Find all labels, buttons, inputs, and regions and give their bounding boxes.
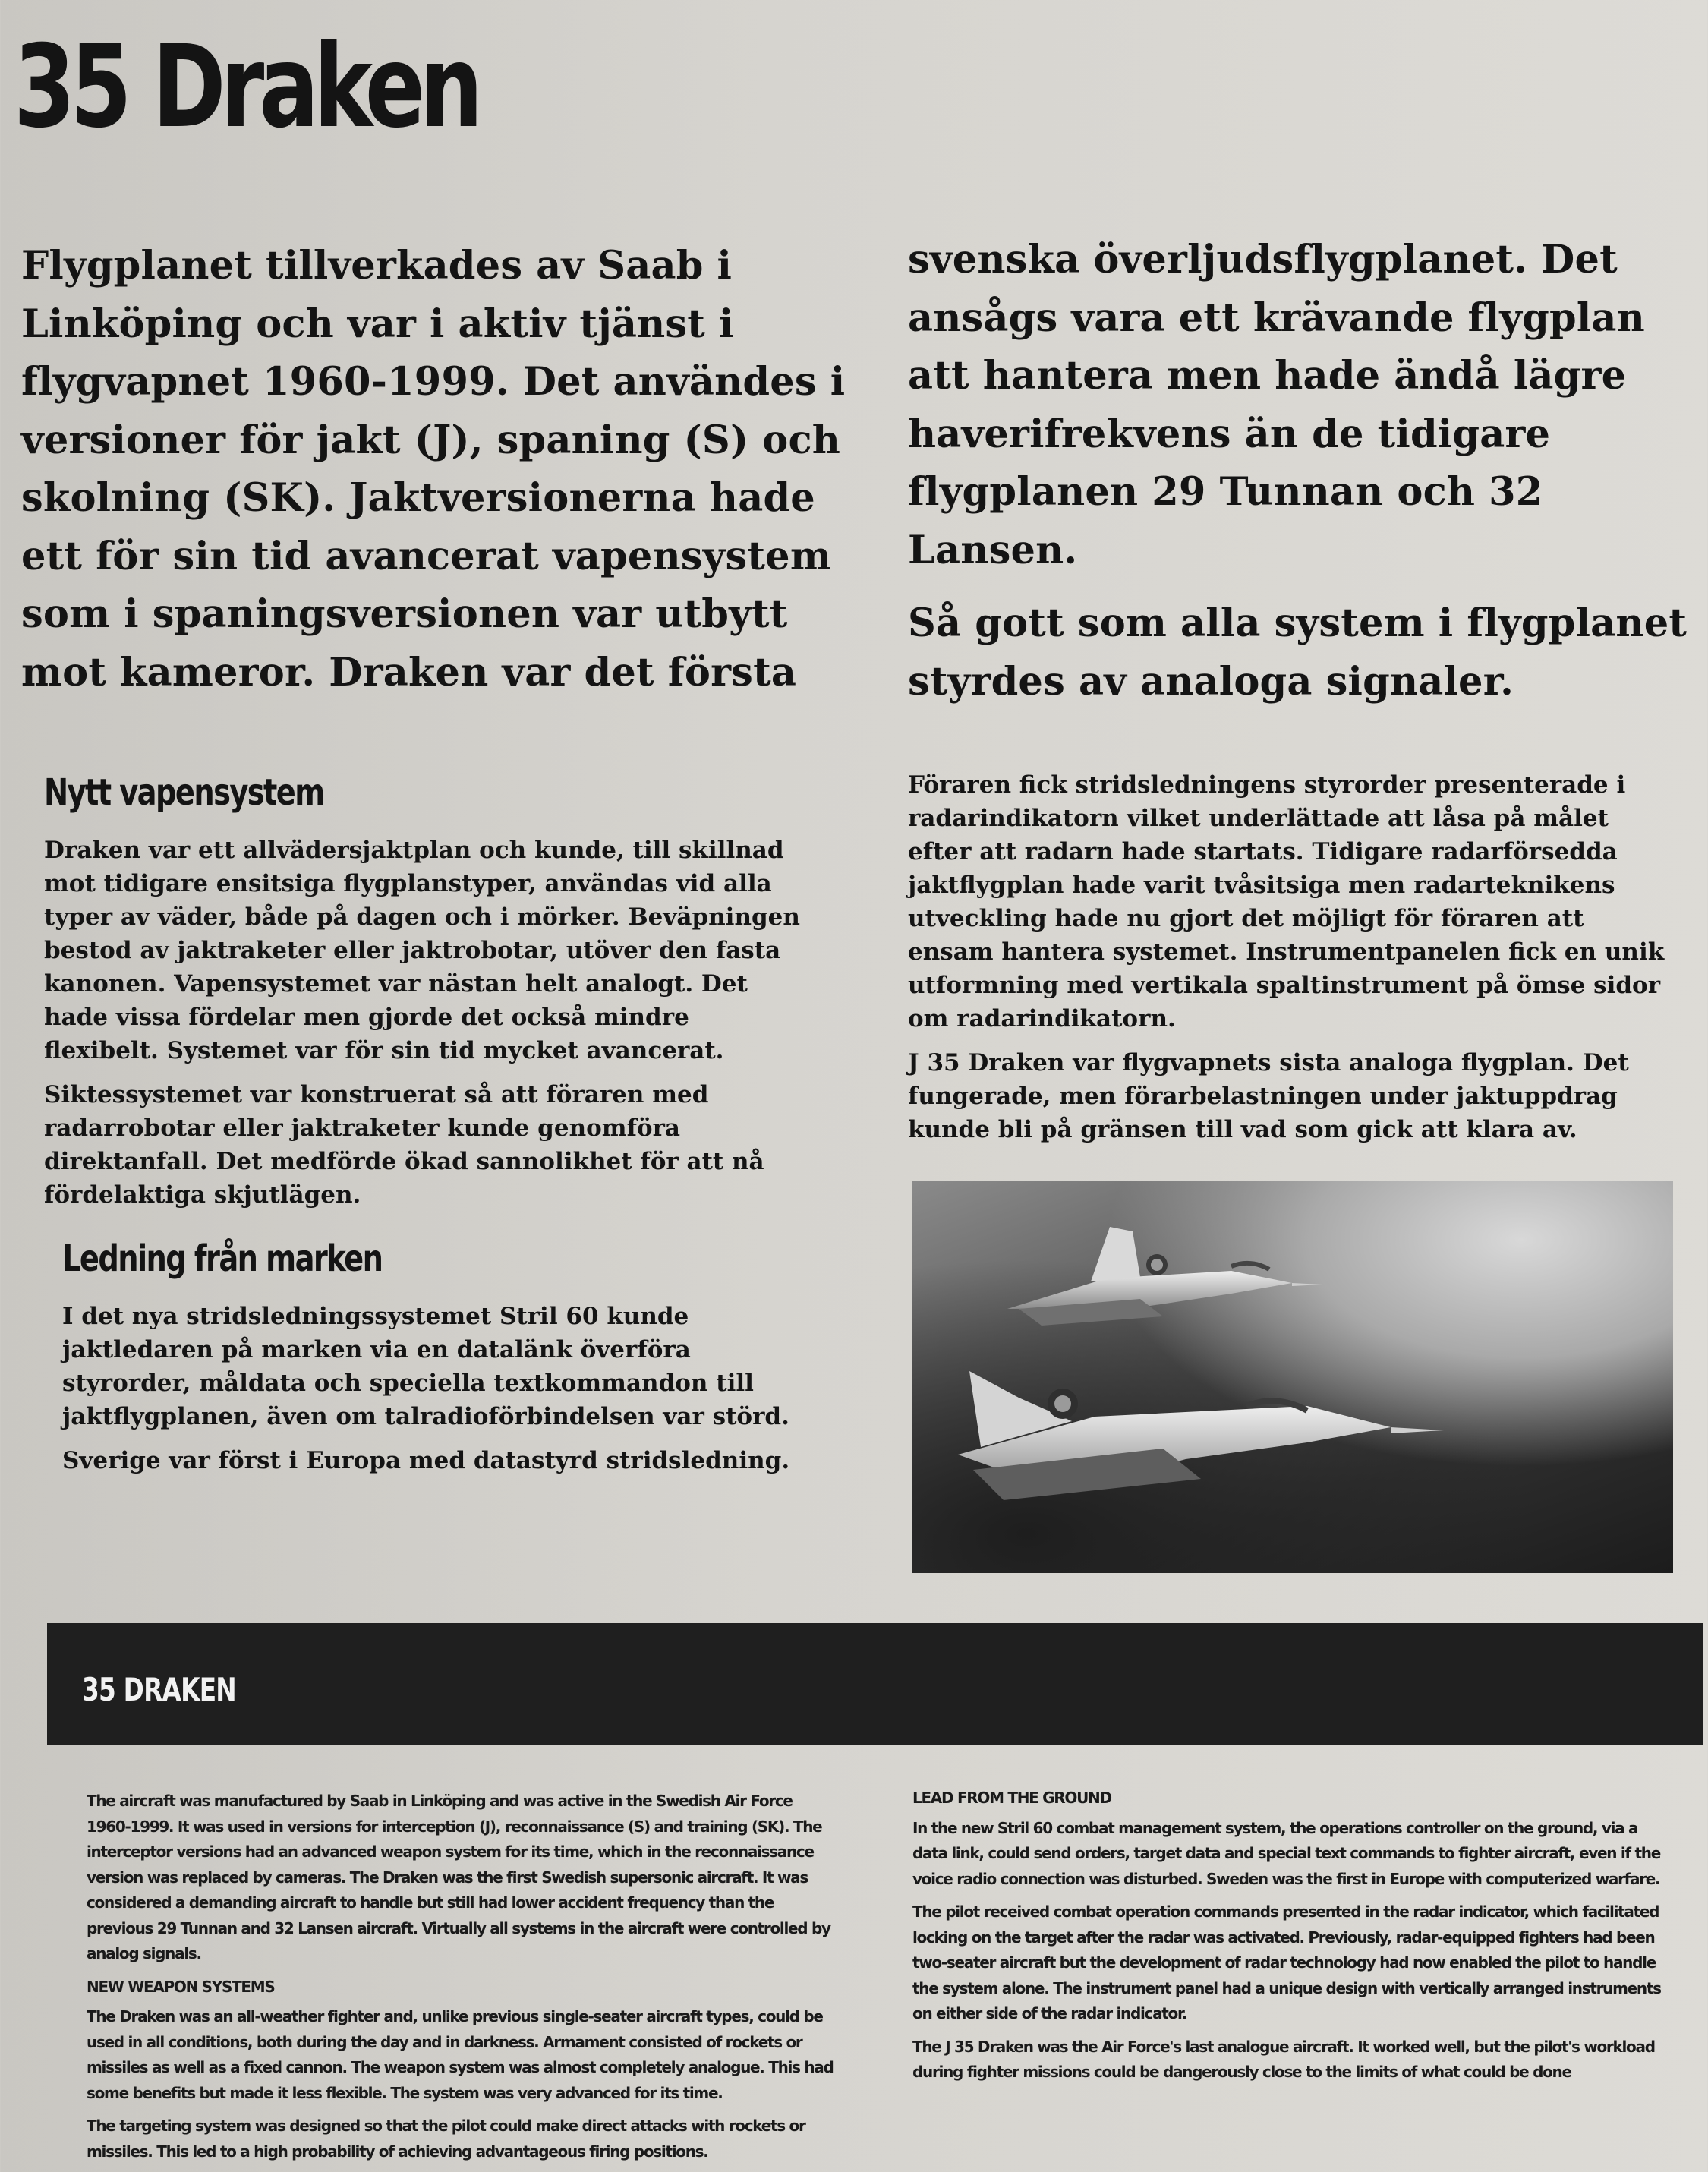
section-heading: Nytt vapensystem <box>44 771 324 814</box>
paragraph: Sverige var först i Europa med datastyrd stridsledning. <box>62 1447 790 1474</box>
paragraph: In the new Stril 60 combat management system, the operations controller on the ground, via a data link, could send orders, target data and special text commands to fighter aircraft, even if the voice radio connection was disturbed. Sweden was the first in Europe with computerized warfare. <box>912 1818 1660 1888</box>
paragraph: Siktessystemet var konstruerat så att föraren med radarrobotar eller jaktraketer kunde genomföra direktanfall. Det medförde ökad sannolikhet för att nå fördelaktiga skjutlägen. <box>44 1081 764 1209</box>
draken-aircraft-illustration <box>912 1181 1673 1573</box>
aircraft-photo <box>912 1181 1673 1573</box>
lead-paragraph-right-2: Så gott som alla system i flygplanet styrdes av analoga signaler. <box>908 601 1688 705</box>
paragraph: The aircraft was manufactured by Saab in Linköping and was active in the Swedish Air Force 1960-1999. It was used in versions for interception (J), reconnaissance (S) and training (SK). The interceptor versions had an advanced weapon system for its time, which in the reconnaissance version was replaced by cameras. The Draken was the first Swedish supersonic aircraft. It was considered a demanding aircraft to handle but still had lower accident frequency than the previous 29 Tunnan and 32 Lansen aircraft. Virtually all systems in the aircraft were controlled by analog signals. <box>87 1792 830 1962</box>
section-weapon-system <box>44 771 803 1222</box>
lead-paragraph-left: Flygplanet tillverkades av Saab i Linköping och var i aktiv tjänst i flygvapnet 1960-1999. Det användes i versioner för jakt (J), spaning (S) och skolning (SK). Jaktversionerna hade ett för sin tid avancerat vapensystem som i spaningsversionen var utbytt mot kameror. Draken var det första <box>21 243 846 695</box>
english-text-right <box>912 1786 1672 2093</box>
paragraph: I det nya stridsledningssystemet Stril 60 kunde jaktledaren på marken via en datalänk överföra styrorder, måldata och speciella textkommandon till jaktflygplanen, även om talradioförbindelsen var störd. <box>62 1303 789 1430</box>
subheading: LEAD FROM THE GROUND <box>912 1789 1111 1807</box>
section-body <box>62 1300 806 1477</box>
paragraph: The Draken was an all-weather fighter and, unlike previous single-seater aircraft types, could be used in all conditions, both during the day and in darkness. Armament consisted of rockets or missiles as well as a fixed cannon. The weapon system was almost completely analogue. This had some benefits but made it less flexible. The system was very advanced for its time. <box>87 2007 834 2102</box>
aircraft-bottom <box>958 1371 1444 1500</box>
paragraph: J 35 Draken var flygvapnets sista analoga flygplan. Det fungerade, men förarbelastningen under jaktuppdrag kunde bli på gränsen till vad som gick att klara av. <box>908 1049 1629 1143</box>
lead-text-right <box>908 231 1705 711</box>
section-body <box>44 834 803 1212</box>
section-heading: Ledning från marken <box>62 1237 383 1280</box>
subheading: NEW WEAPON SYSTEMS <box>87 1977 275 1996</box>
lead-text-left <box>21 237 849 701</box>
section-ground-control <box>62 1237 806 1488</box>
band-title: 35 DRAKEN <box>82 1671 236 1708</box>
english-header-band <box>47 1623 1703 1745</box>
page-title: 35 Draken <box>14 21 478 153</box>
paragraph: The pilot received combat operation commands presented in the radar indicator, which facilitated locking on the target after the radar was activated. Previously, radar-equipped fighters had been two-seater aircraft but the development of radar technology had now enabled the pilot to handle the system alone. The instrument panel had a unique design with vertically arranged instruments on either side of the radar indicator. <box>912 1902 1661 2022</box>
paragraph: The targeting system was designed so that the pilot could make direct attacks with rockets or missiles. This led to a high probability of achieving advantageous firing positions. <box>87 2117 805 2161</box>
english-text-left <box>87 1789 834 2172</box>
right-column-text <box>908 768 1667 1157</box>
paragraph: Föraren fick stridsledningens styrorder presenterade i radarindikatorn vilket underlättade att låsa på målet efter att radarn hade startats. Tidigare radarförsedda jaktflygplan hade varit tvåsitsiga men radarteknikens utveckling hade nu gjort det möjligt för föraren att ensam hantera systemet. Instrumentpanelen fick en unik utformning med vertikala spaltinstrument på ömse sidor om radarindikatorn. <box>908 771 1665 1032</box>
aircraft-top <box>1007 1227 1322 1326</box>
paragraph: The J 35 Draken was the Air Force's last analogue aircraft. It worked well, but the pilot's workload during fighter missions could be dangerously close to the limits of what could be done <box>912 2037 1655 2081</box>
paragraph: Draken var ett allvädersjaktplan och kunde, till skillnad mot tidigare ensitsiga flygplanstyper, användas vid alla typer av väder, både på dagen och i mörker. Beväpningen bestod av jaktraketer eller jaktrobotar, utöver den fasta kanonen. Vapensystemet var nästan helt analogt. Det hade vissa fördelar men gjorde det också mindre flexibelt. Systemet var för sin tid mycket avancerat. <box>44 837 800 1064</box>
lead-paragraph-right-1: svenska överljudsflygplanet. Det ansågs vara ett krävande flygplan att hantera men hade ändå lägre haverifrekvens än de tidigare flygplanen 29 Tunnan och 32 Lansen. <box>908 237 1645 573</box>
